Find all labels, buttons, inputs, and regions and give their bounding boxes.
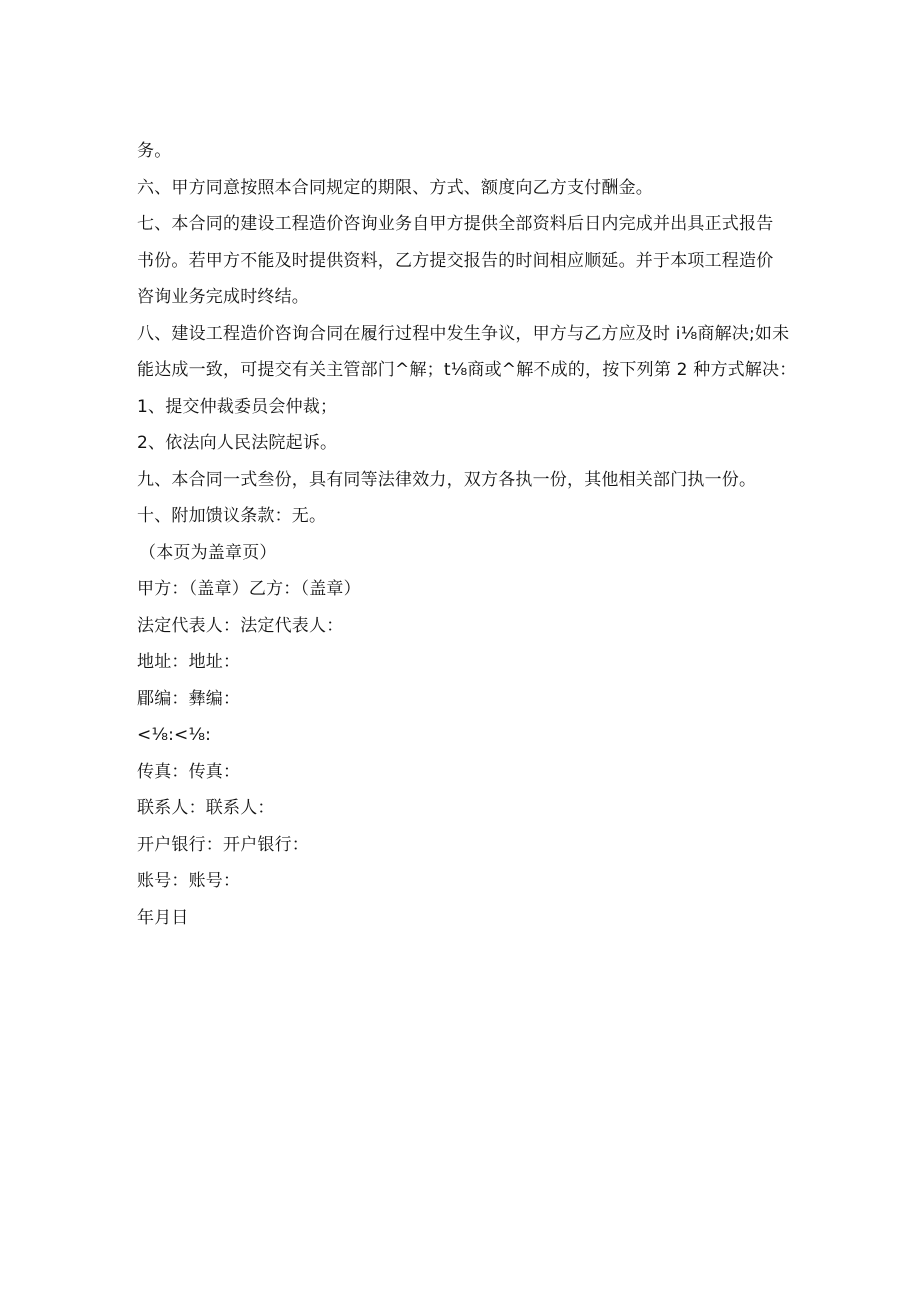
clause-8: 八、建设工程造价咨询合同在履行过程中发生争议，甲方与乙方应及时 i⅛商解决;如未 <box>137 323 790 344</box>
clause-8-option-1: 1、提交仲裁委员会仲裁； <box>137 396 338 417</box>
phone-field: <⅛:<⅛: <box>137 725 212 745</box>
clause-7-cont-1: 书份。若甲方不能及时提供资料，乙方提交报告的时间相应顺延。并于本项工程造价 <box>137 250 774 271</box>
fax-field: 传真：传真： <box>137 761 241 782</box>
clause-7-cont-2: 咨询业务完成时终结。 <box>137 287 309 307</box>
legal-representative-field: 法定代表人：法定代表人： <box>137 615 344 636</box>
text-line-continuation: 务。 <box>137 141 172 161</box>
date-field: 年月日 <box>137 907 189 928</box>
clause-8-option-2: 2、依法向人民法院起诉。 <box>137 433 338 453</box>
clause-9: 九、本合同一式叁份，具有同等法律效力，双方各执一份，其他相关部门执一份。 <box>137 469 757 490</box>
address-field: 地址：地址： <box>137 652 241 672</box>
account-number-field: 账号：账号： <box>137 871 241 891</box>
clause-8-cont: 能达成一致，可提交有关主管部门^解；t⅛商或^解不成的，按下列第 2 种方式解决： <box>137 360 797 380</box>
seal-page-note: （本页为盖章页） <box>139 542 277 563</box>
clause-10: 十、附加馈议条款：无。 <box>137 506 327 526</box>
postal-code-field: 郿编：彝编： <box>137 688 241 709</box>
party-seals: 甲方：（盖章）乙方：（盖章） <box>137 579 361 599</box>
clause-7: 七、本合同的建设工程造价咨询业务自甲方提供全部资料后日内完成并出具正式报告 <box>137 214 774 234</box>
clause-6: 六、甲方同意按照本合同规定的期限、方式、额度向乙方支付酬金。 <box>137 177 653 198</box>
bank-field: 开户银行：开户银行： <box>137 834 309 855</box>
document-body <box>137 136 797 939</box>
contact-person-field: 联系人：联系人： <box>137 798 275 818</box>
